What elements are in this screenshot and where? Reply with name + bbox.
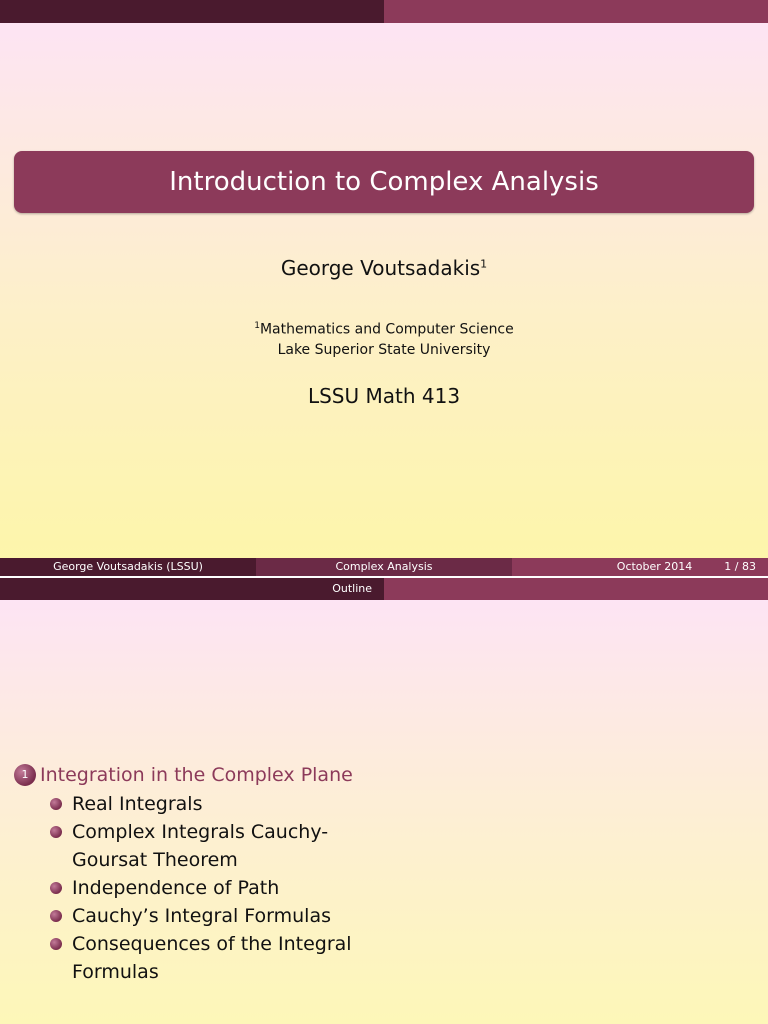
- section-number-ball-icon: 1: [14, 764, 36, 786]
- outline-list: [14, 764, 754, 986]
- presentation-title: Introduction to Complex Analysis: [14, 151, 754, 213]
- footer-date: October 2014: [616, 560, 693, 573]
- bullet-ball-icon: [50, 938, 62, 950]
- bullet-ball-icon: [50, 882, 62, 894]
- subsection-list: [14, 790, 754, 986]
- affiliation-university: Lake Superior State University: [277, 341, 491, 358]
- outline-section[interactable]: [14, 764, 754, 786]
- affiliation: [0, 316, 768, 360]
- top-bar-right: [384, 0, 768, 23]
- slide-footer: [0, 558, 768, 576]
- section-title: Integration in the Complex Plane: [40, 764, 353, 786]
- author-line: [0, 256, 768, 280]
- affiliation-department: Mathematics and Computer Science: [259, 321, 514, 338]
- subsection-item[interactable]: Cauchy’s Integral Formulas: [50, 902, 754, 930]
- author-name: George Voutsadakis: [280, 256, 481, 280]
- bullet-ball-icon: [50, 910, 62, 922]
- bullet-ball-icon: [50, 798, 62, 810]
- footer-page-number: 1 / 83: [724, 560, 756, 573]
- affiliation-footnote-mark: 1: [254, 321, 260, 331]
- course-name: LSSU Math 413: [307, 384, 461, 408]
- outline-header: Outline: [0, 578, 384, 600]
- bullet-ball-icon: [50, 826, 62, 838]
- author-footnote-mark: 1: [480, 257, 488, 271]
- slide-top-bar: [0, 578, 768, 600]
- footer-right: [512, 558, 768, 576]
- top-bar-left: [0, 0, 384, 23]
- subsection-item[interactable]: Real Integrals: [50, 790, 754, 818]
- subsection-item[interactable]: Complex Integrals Cauchy-Goursat Theorem: [50, 818, 754, 874]
- outline-slide: [0, 578, 768, 1024]
- subsection-item[interactable]: Independence of Path: [50, 874, 754, 902]
- slide-top-bar: [0, 0, 768, 23]
- footer-title: Complex Analysis: [256, 558, 512, 576]
- footer-author: George Voutsadakis (LSSU): [0, 558, 256, 576]
- top-bar-right: [384, 578, 768, 600]
- subsection-item[interactable]: Consequences of the Integral Formulas: [50, 930, 754, 986]
